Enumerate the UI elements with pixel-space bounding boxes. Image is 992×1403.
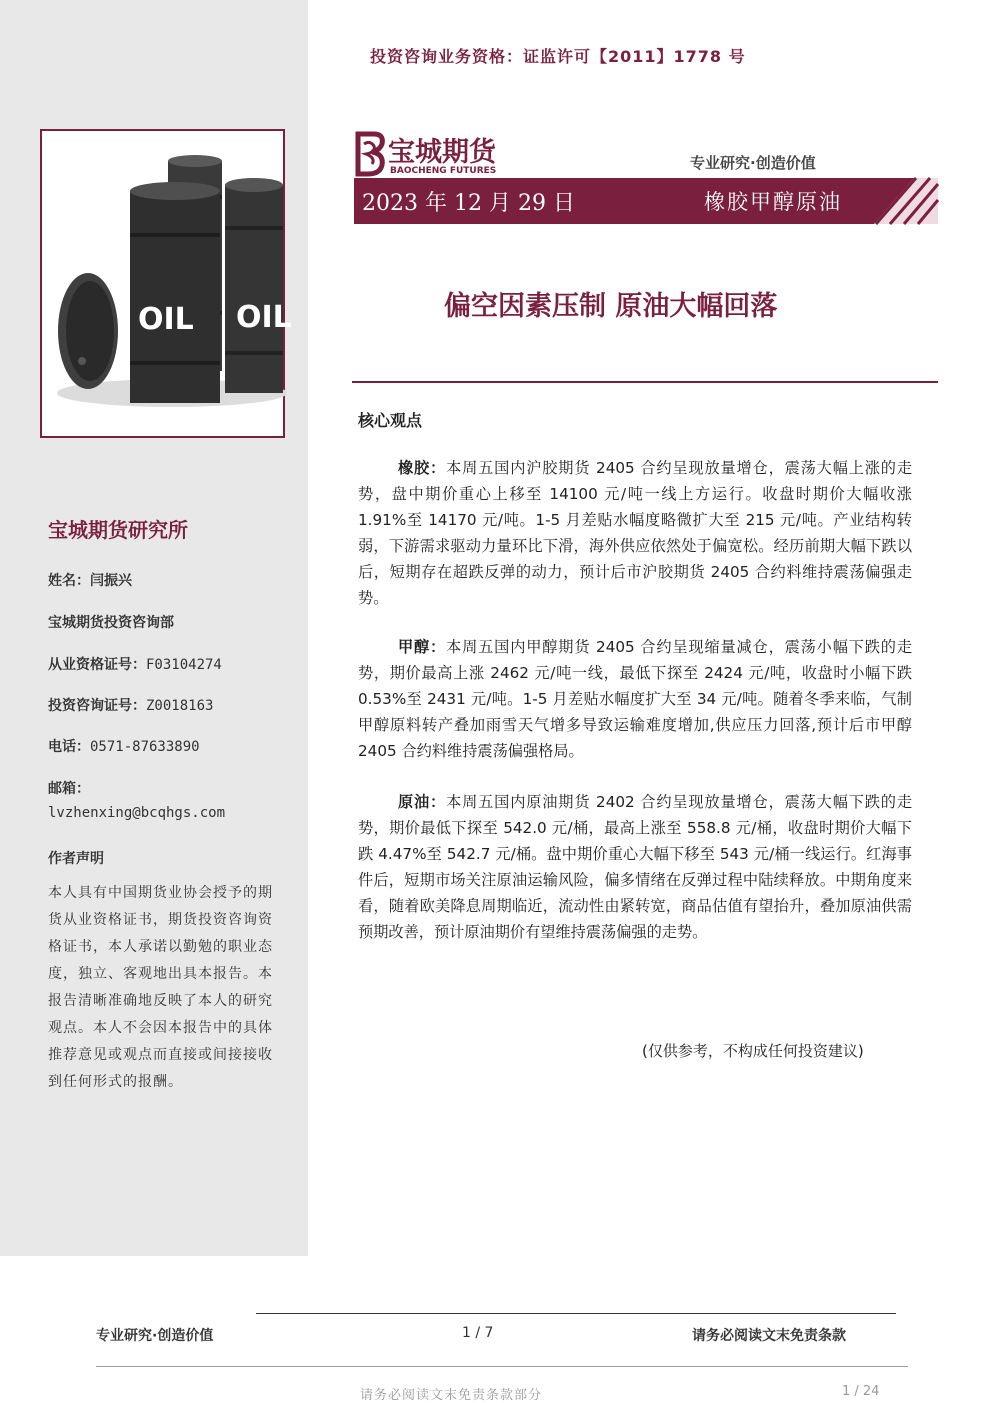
disclaimer: (仅供参考，不构成任何投资建议) [642,1042,864,1060]
email-label: 邮箱： [48,781,90,797]
footer-slogan: 专业研究·创造价值 [96,1328,214,1344]
header-slogan: 专业研究·创造价值 [690,154,816,172]
paragraph-text: 本周五国内甲醇期货 2405 合约呈现缩量减仓，震荡小幅下跌的走势，期价最高上涨 2462 元/吨一线，最低下探至 2424 元/吨，收盘时小幅下跌 0.53%至 2431 元/吨。1-5 月差贴水幅度扩大至 34 元/吨。随着冬季来临，气制甲醇原料转产叠加雨雪天气增多导致运输难度增加,供应压力回落,预计后市甲醇 2405 合约料维持震荡偏强格局。 [358,638,913,760]
email-value[interactable]: lvzhenxing@bcqhgs.com [48,805,226,821]
institute-name: 宝城期货研究所 [48,518,188,542]
report-topic: 橡胶甲醇原油 [704,190,842,214]
department: 宝城期货投资咨询部 [48,615,174,631]
paragraph-lead: 橡胶： [398,459,447,477]
company-logo [352,130,522,178]
qualification-number: 从业资格证号：F03104274 [48,657,222,673]
footer-divider [256,1313,896,1314]
footer-page-number: 1 / 7 [462,1325,494,1341]
footer-notice: 请务必阅读文末免责条款 [692,1328,846,1344]
consult-number: 投资咨询证号：Z0018163 [48,698,214,714]
oil-label-left: OIL [138,302,194,337]
oil-label-right: OIL [236,300,292,335]
author-name: 姓名：闫振兴 [48,573,132,589]
paragraph-crude-oil [358,789,912,945]
footer-divider-secondary [96,1366,908,1367]
license-text: 投资咨询业务资格：证监许可【2011】1778 号 [370,47,746,66]
declaration-text: 本人具有中国期货业协会授予的期货从业资格证书，期货投资咨询资格证书，本人承诺以勤勉的职业态度，独立、客观地出具本报告。本报告清晰准确地反映了本人的研究观点。本人不会因本报告中的具体推荐意见或观点而直接或间接接收到任何形式的报酬。 [48,885,273,1090]
report-date: 2023 年 12 月 29 日 [362,191,575,216]
paragraph-text: 本周五国内原油期货 2402 合约呈现放量增仓，震荡大幅下跌的走势，期价最低下探至 542.0 元/桶，最高上涨至 558.8 元/桶，收盘时期价大幅下跌 4.47%至 542.7 元/桶。盘中期价重心大幅下移至 543 元/桶一线运行。红海事件后，短期市场关注原油运输风险，偏多情绪在反弹过程中陆续释放。中期角度来看，随着欧美降息周期临近，流动性由紧转宽，商品估值有望抬升，叠加原油供需预期改善，预计原油期价有望维持震荡偏强的走势。 [358,793,913,941]
logo-mark-icon [352,130,388,176]
paragraph-text: 本周五国内沪胶期货 2405 合约呈现放量增仓，震荡大幅上涨的走势，盘中期价重心上移至 14100 元/吨一线上方运行。收盘时期价大幅收涨 1.91%至 14170 元/吨。1-5 月差贴水幅度略微扩大至 215 元/吨。产业结构转弱，下游需求驱动力量环比下滑，海外供应依然处于偏宽松。经历前期大幅下跌以后，短期存在超跌反弹的动力，预计后市沪胶期货 2405 合约料维持震荡偏强走势。 [358,459,913,607]
paragraph-lead: 原油： [398,793,447,811]
phone: 电话：0571-87633890 [48,739,200,755]
date-banner [354,178,938,224]
paragraph-rubber [358,455,912,611]
logo-cn-text: 宝城期货 [388,137,496,168]
paragraph-lead: 甲醇： [398,638,447,656]
logo-en-text: BAOCHENG FUTURES [390,166,497,176]
oil-barrels-image [40,129,292,438]
declaration-title: 作者声明 [48,851,104,867]
core-heading: 核心观点 [358,411,423,430]
title-divider [352,381,938,383]
footer-secondary-notice: 请务必阅读文末免责条款部分 [360,1388,543,1403]
report-title: 偏空因素压制 原油大幅回落 [444,291,778,322]
footer-secondary-page: 1 / 24 [842,1384,880,1399]
paragraph-methanol [358,634,912,764]
